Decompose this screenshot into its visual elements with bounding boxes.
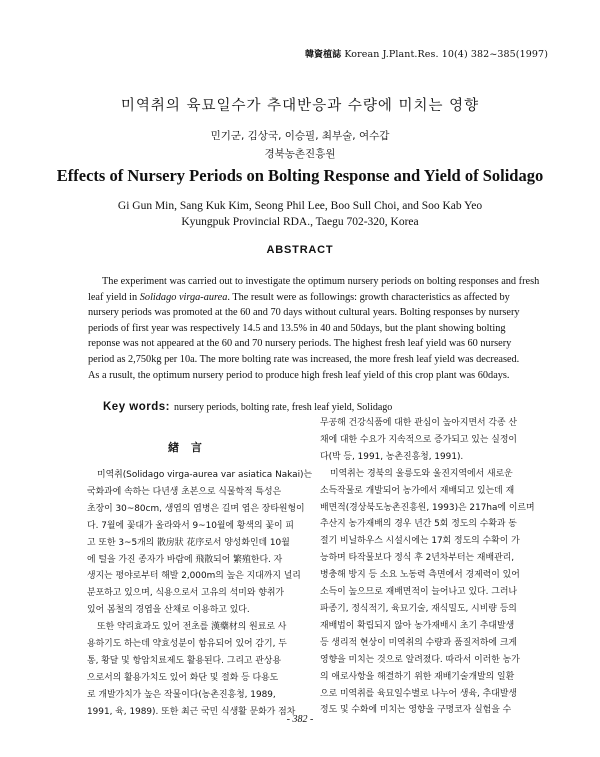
body-line: 1991, 육, 1989). 또한 최근 국민 식생활 문화가 점차 xyxy=(87,706,296,717)
body-line: 배면적(경상북도농촌진흥원, 1993)은 217ha에 이르며 xyxy=(320,502,535,513)
abstract-line: reponse was not appeared at the 60 and 70 nursery periods. The highest fresh leaf yield was 60 nursery xyxy=(88,338,512,350)
page-number: - 382 - xyxy=(286,714,314,725)
body-line: 절기 비닐하우스 시설시에는 17회 정도의 수확이 가 xyxy=(320,536,520,547)
body-line: 무공해 건강식품에 대한 관심이 높아지면서 각종 산 xyxy=(320,418,517,428)
body-line: 미역취는 경북의 울릉도와 울진지역에서 새로운 xyxy=(330,468,513,479)
journal-citation xyxy=(305,47,548,60)
abstract-line: period as 2,750kg per 10a. The more bolting rate was increased, the more fresh leaf yield was decreased. xyxy=(88,353,520,365)
abstract-line: periods of first year was respectively 14.5 and 13.5% in 40 and 50days, but the plant showing bolting xyxy=(88,322,506,334)
body-line: 추산지 농가재배의 경우 년간 5회 정도의 수확과 동 xyxy=(320,519,517,530)
body-line: 에 털을 가진 종자가 바람에 飛散되어 繁殖한다. 자 xyxy=(87,554,283,565)
abstract-line xyxy=(88,290,544,306)
body-line: 파종기, 정식적기, 육묘기술, 재식밀도, 시비량 등의 xyxy=(320,603,517,614)
body-line: 다. 7월에 꽃대가 올라와서 9~10월에 황색의 꽃이 피 xyxy=(87,520,294,531)
body-line: 의 애로사항을 해결하기 위한 재배기술개발의 일환 xyxy=(320,671,515,682)
abstract-line: nursery periods was promoted at the 60 and 70 days without cultural years. Bolting responses by nursery xyxy=(88,307,520,319)
introduction-heading: 緖 言 xyxy=(168,441,206,454)
abstract-line: The experiment was carried out to investigate the optimum nursery periods on bolting responses and fresh xyxy=(102,276,540,287)
title-english: Effects of Nursery Periods on Bolting Response and Yield of Solidago xyxy=(56,166,544,185)
body-line: 능하며 타작물보다 정식 후 2년차부터는 재배관리, xyxy=(320,553,515,564)
body-line: 국화과에 속하는 다년생 초본으로 식물학적 특성은 xyxy=(87,486,282,497)
keywords-text: nursery periods, bolting rate, fresh leaf yield, Solidago xyxy=(174,402,393,413)
body-line: 고 또한 3~5개의 散房狀 花序로서 양성화인데 10월 xyxy=(87,537,290,548)
body-line: 소득작물로 개발되어 농가에서 재배되고 있는데 재 xyxy=(320,485,515,496)
body-line: 병충해 방지 등 소요 노동력 측면에서 경제력이 있어 xyxy=(320,570,520,581)
abstract-line: As a rusult, the optimum nursery period to produce high fresh leaf yield of this crop plant was 60days. xyxy=(88,369,510,381)
body-line: 재배법이 확립되지 않아 농가재배시 초기 추대발생 xyxy=(320,620,515,631)
body-line: 정도 및 수화에 미치는 영향을 구명코자 실험을 수 xyxy=(320,705,512,716)
abstract-body xyxy=(88,274,544,383)
abstract-text: leaf yield in xyxy=(88,291,140,303)
body-line: 다(박 등, 1991, 농촌진흥청, 1991). xyxy=(320,451,464,462)
body-line: 생지는 평야로부터 해발 2,000m의 높은 지대까지 널리 xyxy=(87,571,301,582)
body-line: 통, 황달 및 항암치료제도 활용된다. 그리고 관상용 xyxy=(87,655,282,666)
keywords xyxy=(103,401,392,413)
body-line: 소득이 높으므로 재배면적이 늘어나고 있다. 그러나 xyxy=(320,587,517,598)
body-line: 으로서의 활용가치도 있어 화단 및 절화 등 다용도 xyxy=(87,672,279,683)
abstract-heading: ABSTRACT xyxy=(266,244,334,256)
body-line: 용하기도 하는데 약효성분이 함유되어 있어 감기, 두 xyxy=(87,639,287,650)
authors-english: Gi Gun Min, Sang Kuk Kim, Seong Phil Lee, Boo Sull Choi, and Soo Kab Yeo xyxy=(117,200,483,212)
body-line: 미역취(Solidago virga-aurea var asiatica Nakai)는 xyxy=(97,470,313,480)
abstract-text: . The result were as followings: growth characteristics as affected by xyxy=(227,291,510,303)
title-korean: 미역취의 육묘일수가 추대반응과 수량에 미치는 영향 xyxy=(120,98,480,114)
authors-korean: 민기군, 김상국, 이승필, 최부술, 여수갑 xyxy=(210,130,390,142)
body-line: 있어 봄철의 경엽을 산채로 이용하고 있다. xyxy=(87,605,250,616)
body-line: 으로 미역취를 육묘일수별로 나누어 생육, 추대발생 xyxy=(320,688,517,699)
journal-name-ko: 韓資植誌 xyxy=(304,50,342,60)
affiliation-english: Kyungpuk Provincial RDA., Taegu 702-320, Korea xyxy=(181,216,419,228)
left-column xyxy=(87,467,313,721)
body-line: 초장이 30~80cm, 생엽의 엽병은 길며 엽은 장타원형이 xyxy=(87,503,305,514)
body-line: 채에 대한 수요가 지속적으로 증가되고 있는 실정이 xyxy=(320,434,517,445)
body-line: 등 생리적 현상이 미역취의 수량과 품질저하에 크게 xyxy=(320,637,517,648)
body-line: 또한 약리효과도 있어 전초를 漢藥材의 원료로 사 xyxy=(97,622,287,633)
keywords-label: Key words: xyxy=(103,401,170,413)
journal-citation-text: Korean J.Plant.Res. 10(4) 382~385(1997) xyxy=(344,49,548,60)
right-column xyxy=(320,415,542,719)
affiliation-korean: 경북농촌진흥원 xyxy=(264,148,336,160)
body-line: 분포하고 있으며, 식용으로서 고유의 석미와 향취가 xyxy=(87,588,284,599)
body-line: 영향을 미치는 것으로 알려졌다. 따라서 이러한 농가 xyxy=(320,654,520,665)
species-name: Solidago virga-aurea xyxy=(139,291,228,303)
body-line: 로 개발가치가 높은 작물이다(농촌진흥청, 1989, xyxy=(87,689,276,700)
